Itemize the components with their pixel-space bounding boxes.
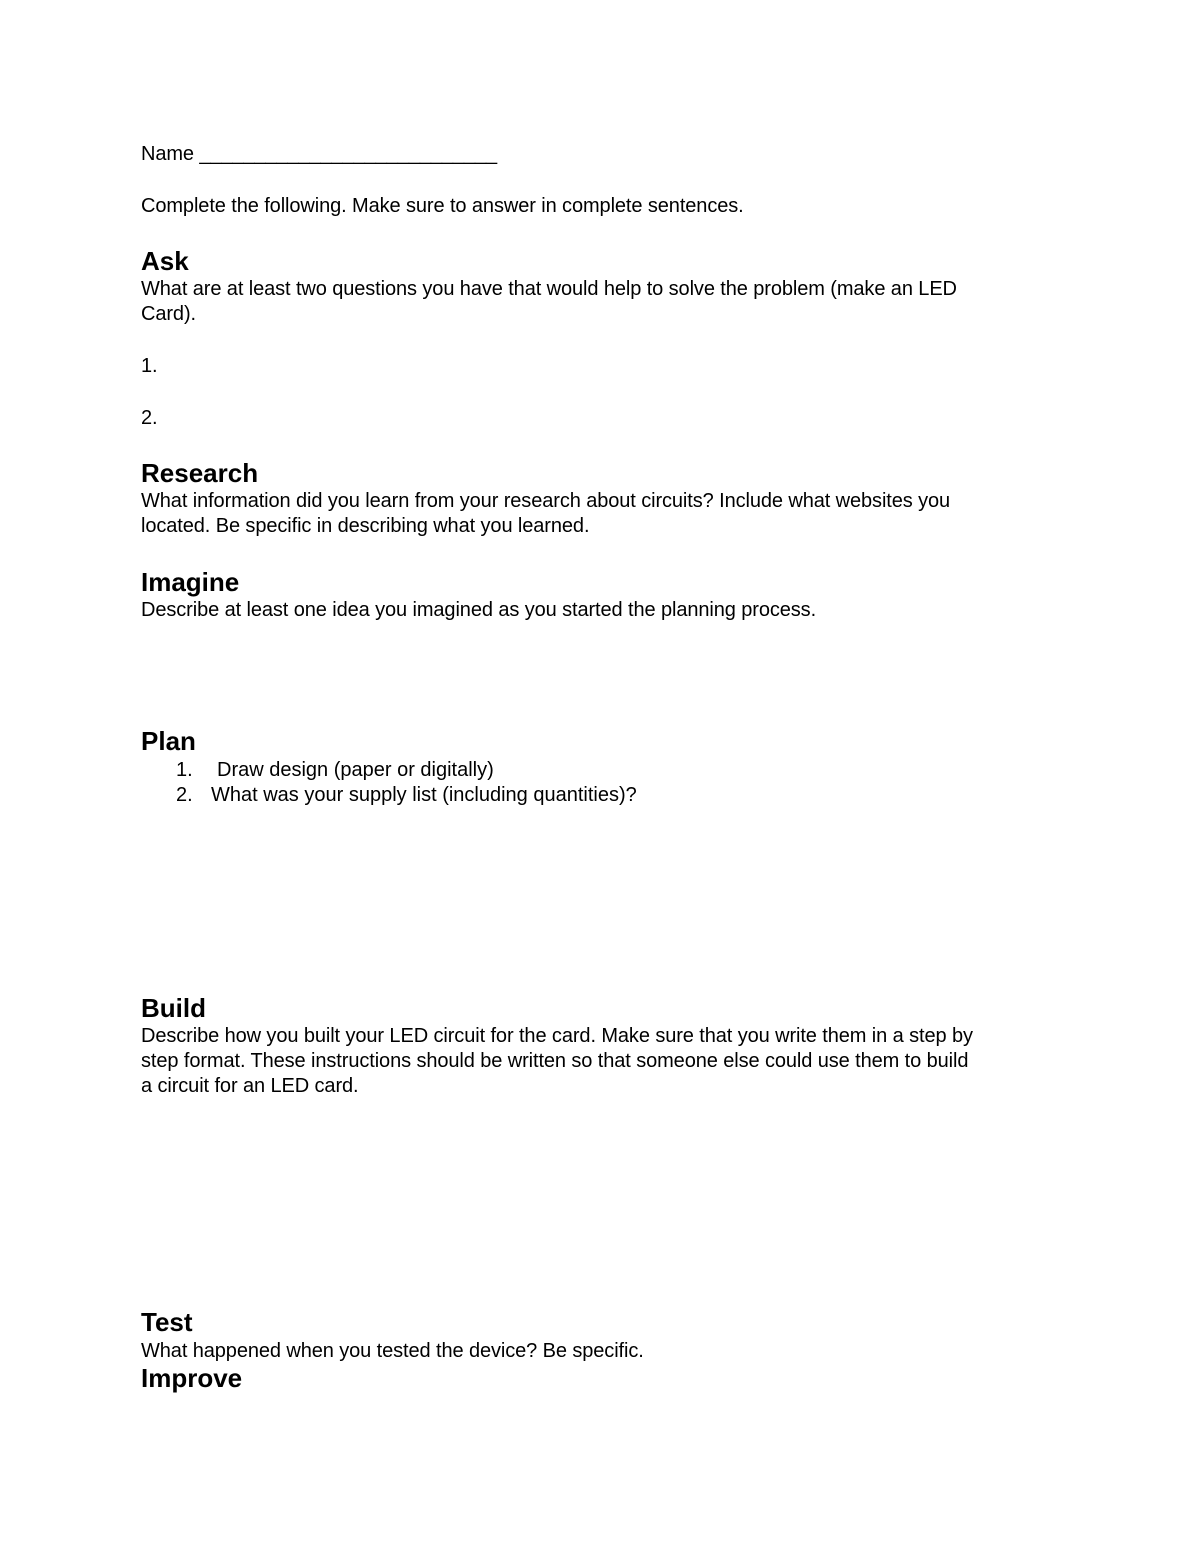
- build-heading: Build: [141, 993, 206, 1023]
- imagine-prompt: Describe at least one idea you imagined as you started the planning process.: [141, 599, 817, 621]
- imagine-heading: Imagine: [141, 567, 240, 597]
- instructions-text: Complete the following. Make sure to answer in complete sentences.: [141, 195, 744, 217]
- plan-item-1-number: 1.: [176, 759, 193, 781]
- ask-heading: Ask: [141, 246, 189, 276]
- plan-item-1-text: Draw design (paper or digitally): [217, 759, 494, 781]
- build-prompt-line2: step format. These instructions should be written so that someone else could use them to build: [141, 1050, 969, 1072]
- research-prompt-line2: located. Be specific in describing what you learned.: [141, 515, 590, 537]
- ask-prompt-line2: Card).: [141, 303, 196, 325]
- plan-heading: Plan: [141, 726, 196, 756]
- build-prompt-line1: Describe how you built your LED circuit for the card. Make sure that you write them in a step by: [141, 1025, 973, 1047]
- ask-answer-number-1: 1.: [141, 355, 158, 377]
- plan-item-2-number: 2.: [176, 784, 193, 806]
- research-heading: Research: [141, 458, 259, 488]
- ask-answer-number-2: 2.: [141, 407, 158, 429]
- plan-item-2-text: What was your supply list (including quantities)?: [211, 784, 637, 806]
- research-prompt-line1: What information did you learn from your research about circuits? Include what websites you: [141, 490, 951, 512]
- plan-list: [141, 758, 841, 808]
- test-heading: Test: [141, 1307, 193, 1337]
- name-line: Name ___________________________: [141, 143, 498, 165]
- ask-prompt-line1: What are at least two questions you have that would help to solve the problem (make an LED: [141, 278, 957, 300]
- test-prompt: What happened when you tested the device? Be specific.: [141, 1340, 644, 1362]
- build-prompt-line3: a circuit for an LED card.: [141, 1075, 359, 1097]
- improve-heading: Improve: [141, 1363, 243, 1393]
